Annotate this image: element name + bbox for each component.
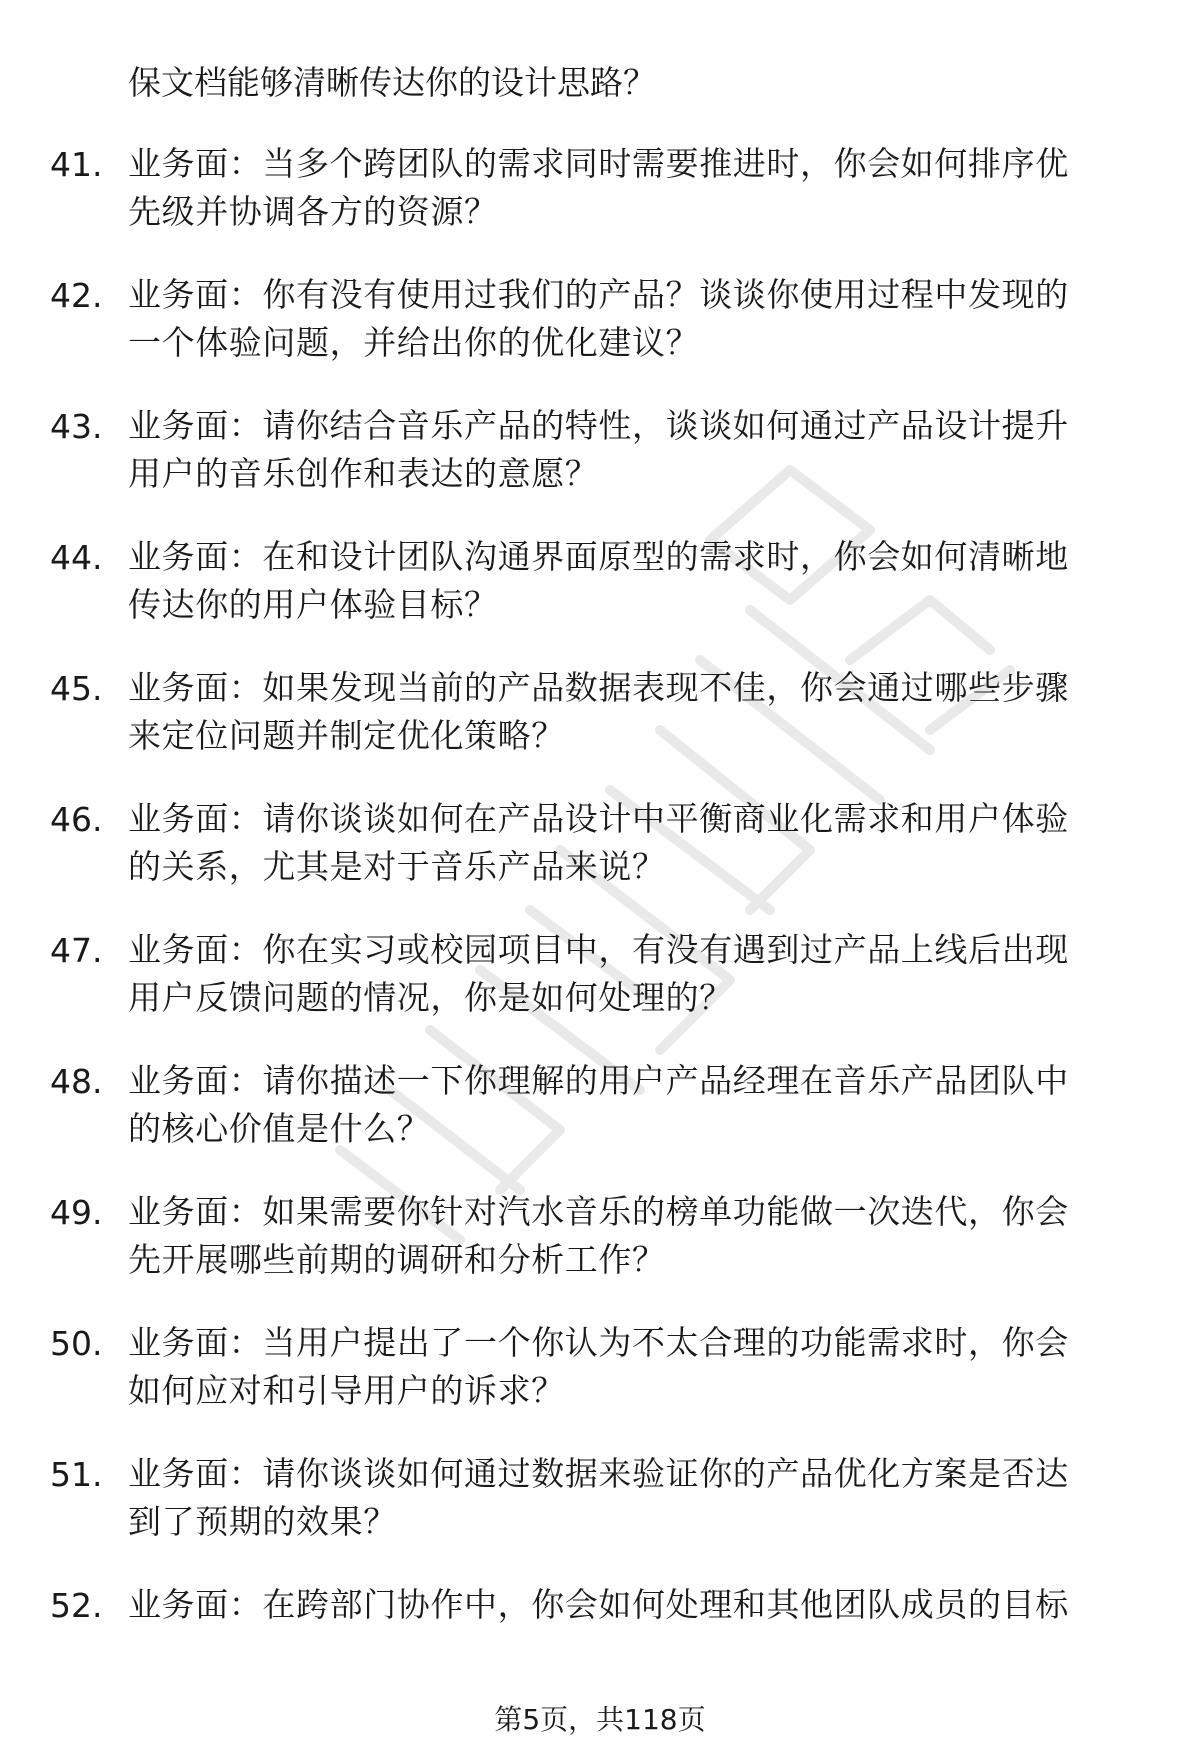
question-number: 51. [50, 1455, 103, 1494]
question-list [0, 140, 1200, 1712]
question-line: 如何应对和引导用户的诉求？ [128, 1371, 565, 1410]
question-number: 52. [50, 1586, 103, 1625]
list-item [0, 1319, 1200, 1450]
question-line: 业务面：你在实习或校园项目中，有没有遇到过产品上线后出现 [128, 930, 1069, 969]
question-number: 43. [50, 407, 103, 446]
question-line: 业务面：在跨部门协作中，你会如何处理和其他团队成员的目标 [128, 1585, 1069, 1624]
question-text [128, 1057, 1140, 1153]
page-footer: 第5页，共118页 [494, 1703, 706, 1736]
question-line: 一个体验问题，并给出你的优化建议？ [128, 323, 700, 362]
question-line: 业务面：如果发现当前的产品数据表现不佳，你会通过哪些步骤 [128, 668, 1069, 707]
question-text [128, 1319, 1140, 1415]
question-number: 41. [50, 145, 103, 184]
question-line: 传达你的用户体验目标？ [128, 585, 498, 624]
question-number: 44. [50, 538, 103, 577]
question-text [128, 533, 1140, 629]
question-number: 42. [50, 276, 103, 315]
question-line: 业务面：请你谈谈如何在产品设计中平衡商业化需求和用户体验 [128, 799, 1069, 838]
question-text [128, 1450, 1140, 1546]
question-line: 用户的音乐创作和表达的意愿？ [128, 454, 599, 493]
question-line: 的核心价值是什么？ [128, 1109, 431, 1148]
question-text [128, 140, 1140, 236]
question-text [128, 402, 1140, 498]
question-line: 业务面：你有没有使用过我们的产品？谈谈你使用过程中发现的 [128, 275, 1069, 314]
question-line: 先开展哪些前期的调研和分析工作？ [128, 1240, 666, 1279]
question-text [128, 271, 1140, 367]
question-text [128, 795, 1140, 891]
question-text [128, 926, 1140, 1022]
list-item [0, 1581, 1200, 1712]
question-line: 业务面：请你描述一下你理解的用户产品经理在音乐产品团队中 [128, 1061, 1069, 1100]
list-item [0, 271, 1200, 402]
list-item [0, 1057, 1200, 1188]
question-line: 业务面：请你谈谈如何通过数据来验证你的产品优化方案是否达 [128, 1454, 1069, 1493]
list-item [0, 402, 1200, 533]
list-item [0, 533, 1200, 664]
question-line: 的关系，尤其是对于音乐产品来说？ [128, 847, 666, 886]
list-item [0, 795, 1200, 926]
question-line: 业务面：当用户提出了一个你认为不太合理的功能需求时，你会 [128, 1323, 1069, 1362]
question-number: 45. [50, 669, 103, 708]
question-number: 46. [50, 800, 103, 839]
question-line: 业务面：请你结合音乐产品的特性，谈谈如何通过产品设计提升 [128, 406, 1069, 445]
question-line: 来定位问题并制定优化策略？ [128, 716, 565, 755]
question-line: 先级并协调各方的资源？ [128, 192, 498, 231]
question-line: 业务面：如果需要你针对汽水音乐的榜单功能做一次迭代，你会 [128, 1192, 1069, 1231]
question-number: 50. [50, 1324, 103, 1363]
question-line: 到了预期的效果？ [128, 1502, 397, 1541]
question-line: 用户反馈问题的情况，你是如何处理的？ [128, 978, 733, 1017]
list-item [0, 926, 1200, 1057]
continuation-text: 保文档能够清晰传达你的设计思路？ [128, 63, 656, 102]
list-item [0, 1188, 1200, 1319]
question-text [128, 664, 1140, 760]
question-text [128, 1581, 1140, 1629]
question-line: 业务面：当多个跨团队的需求同时需要推进时，你会如何排序优 [128, 144, 1069, 183]
question-number: 49. [50, 1193, 103, 1232]
question-text [128, 1188, 1140, 1284]
question-number: 47. [50, 931, 103, 970]
list-item [0, 664, 1200, 795]
question-number: 48. [50, 1062, 103, 1101]
question-line: 业务面：在和设计团队沟通界面原型的需求时，你会如何清晰地 [128, 537, 1069, 576]
list-item [0, 140, 1200, 271]
list-item [0, 1450, 1200, 1581]
